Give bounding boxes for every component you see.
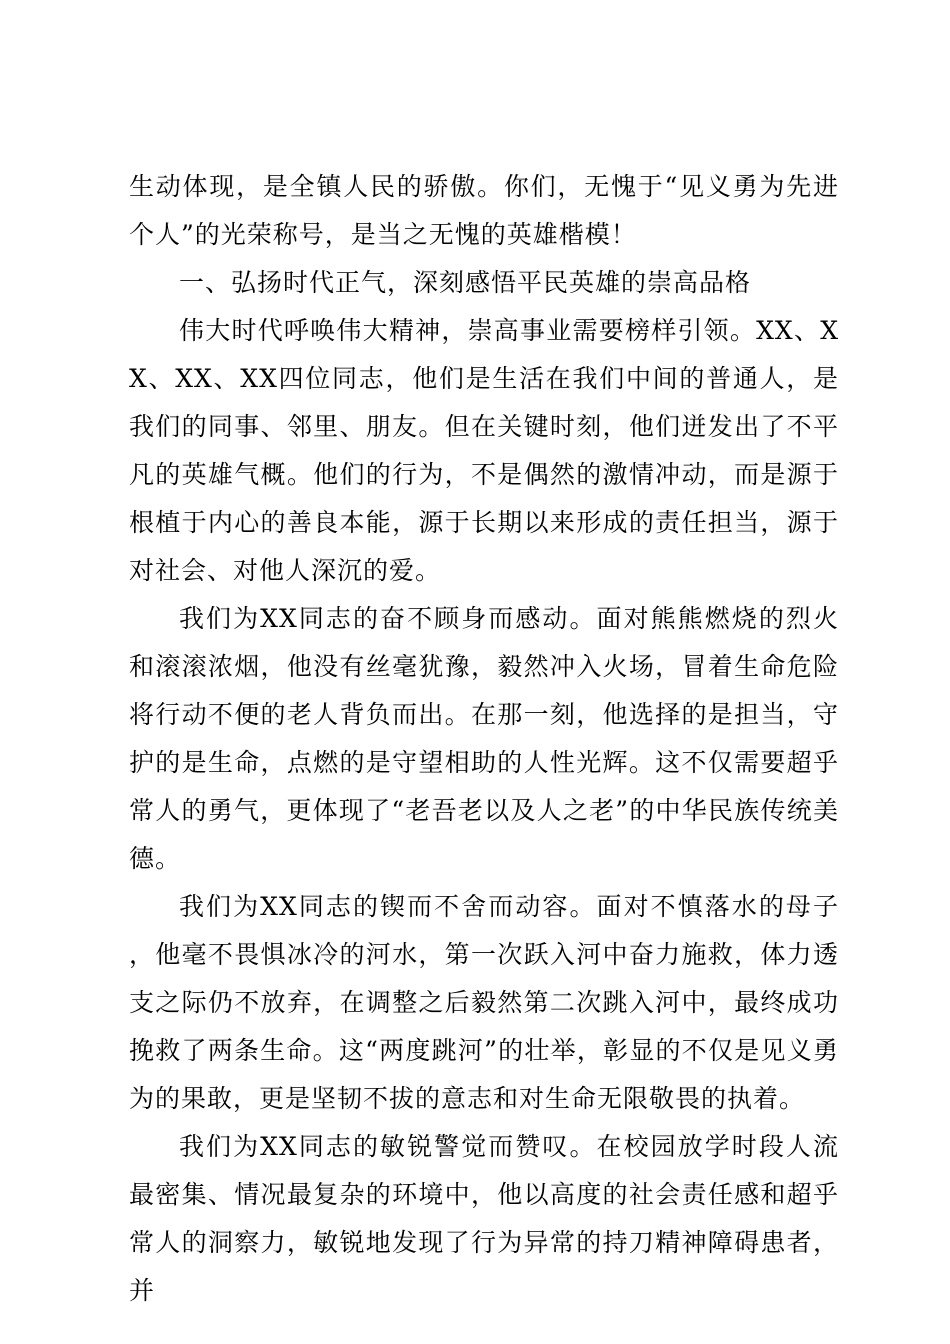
document-body [129, 163, 839, 1315]
paragraph-intro: 伟大时代呼唤伟大精神，崇高事业需要榜样引领。XX、XX、XX、XX四位同志，他们是生活在我们中间的普通人，是我们的同事、邻里、朋友。但在关键时刻，他们迸发出了不平凡的英雄气概。他们的行为，不是偶然的激情冲动，而是源于根植于内心的善良本能，源于长期以来形成的责任担当，源于对社会、对他人深沉的爱。 [129, 316, 839, 585]
paragraph-water-rescue: 我们为XX同志的锲而不舍而动容。面对不慎落水的母子，他毫不畏惧冰冷的河水，第一次跃入河中奋力施救，体力透支之际仍不放弃，在调整之后毅然第二次跳入河中，最终成功挽救了两条生命。这“两度跳河”的壮举，彰显的不仅是见义勇为的果敢，更是坚韧不拔的意志和对生命无限敬畏的执着。 [129, 892, 839, 1113]
paragraph-campus-alert: 我们为XX同志的敏锐警觉而赞叹。在校园放学时段人流最密集、情况最复杂的环境中，他以高度的社会责任感和超乎常人的洞察力，敏锐地发现了行为异常的持刀精神障碍患者，并 [129, 1132, 839, 1305]
paragraph-continuation: 生动体现，是全镇人民的骄傲。你们，无愧于“见义勇为先进个人”的光荣称号，是当之无愧的英雄楷模！ [129, 172, 839, 249]
section-heading: 一、弘扬时代正气，深刻感悟平民英雄的崇高品格 [179, 268, 752, 297]
paragraph-fire-rescue: 我们为XX同志的奋不顾身而感动。面对熊熊燃烧的烈火和滚滚浓烟，他没有丝毫犹豫，毅然冲入火场，冒着生命危险将行动不便的老人背负而出。在那一刻，他选择的是担当，守护的是生命，点燃的是守望相助的人性光辉。这不仅需要超乎常人的勇气，更体现了“老吾老以及人之老”的中华民族传统美德。 [129, 604, 839, 873]
